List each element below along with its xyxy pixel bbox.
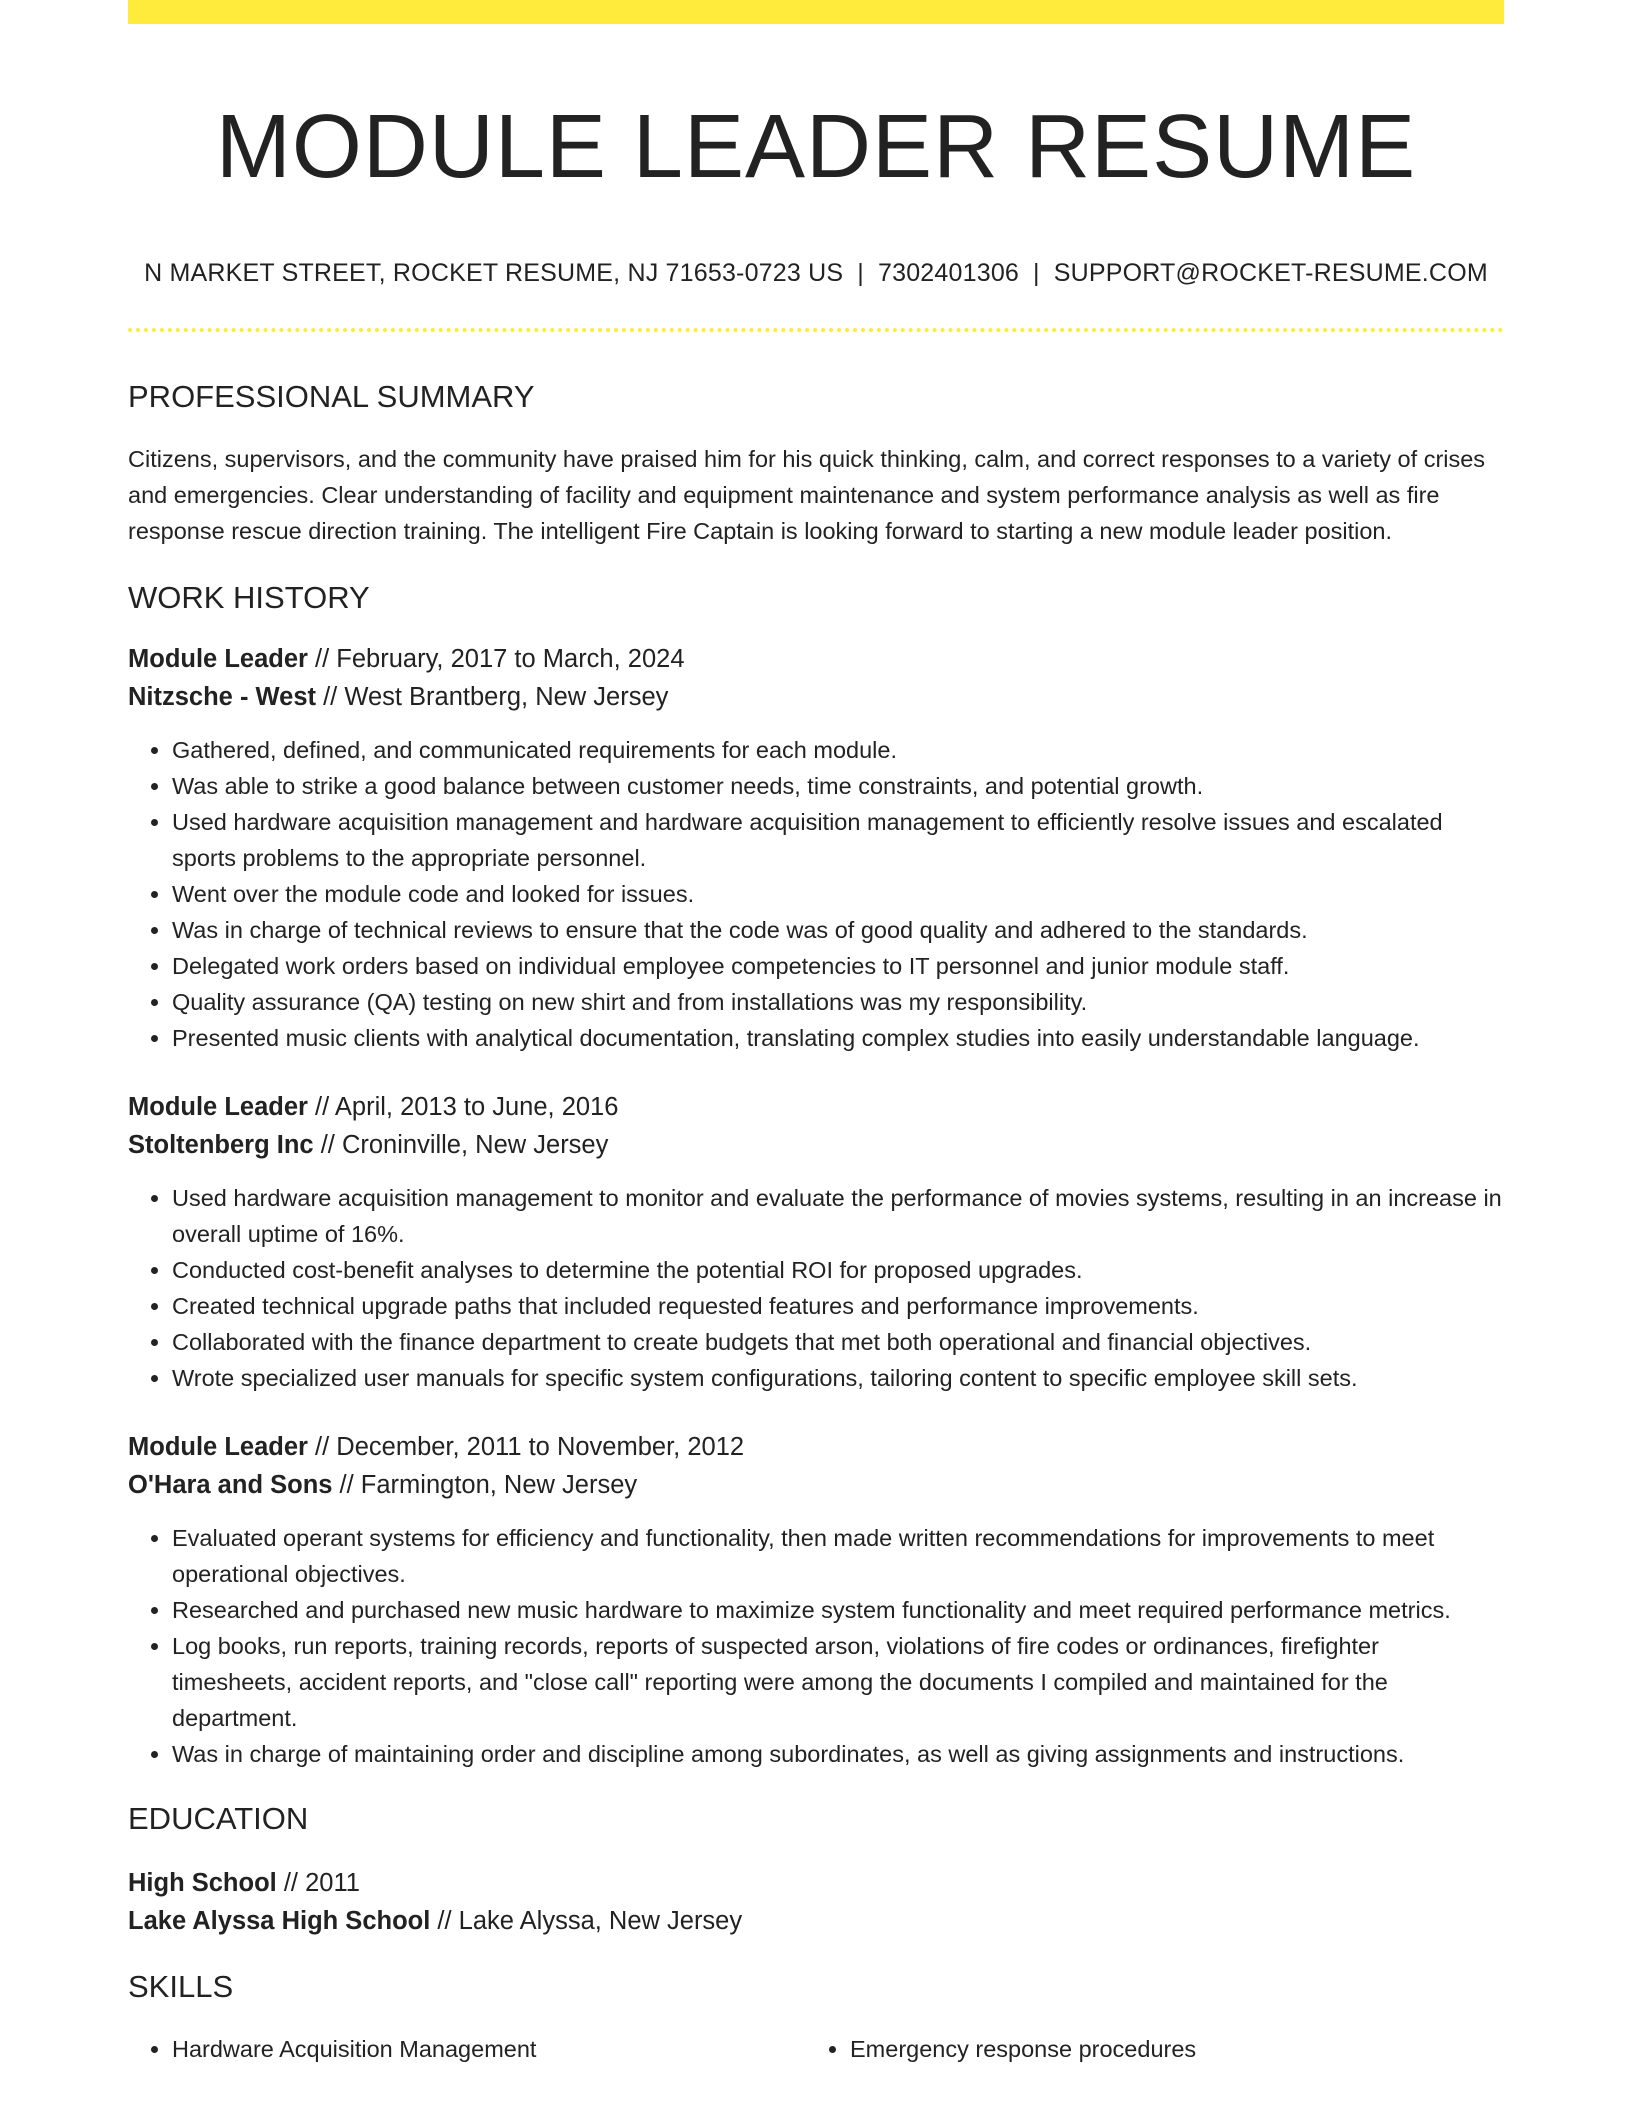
resume-page	[128, 0, 1504, 2067]
summary-heading: PROFESSIONAL SUMMARY	[128, 379, 535, 414]
job-bullet: • Presented music clients with analytical documentation, translating complex studies into easily understandable language.	[172, 1020, 1504, 1056]
job-bullet: • Was in charge of maintaining order and discipline among subordinates, as well as giving assignments and instructions.	[172, 1736, 1504, 1772]
job-bullet: • Wrote specialized user manuals for specific system configurations, tailoring content to specific employee skill sets.	[172, 1360, 1504, 1396]
skills-left-list	[128, 2031, 806, 2067]
job-dates: // February, 2017 to March, 2024	[307, 645, 685, 674]
job-role-line	[128, 1088, 1504, 1126]
work-history-heading: WORK HISTORY	[128, 580, 370, 616]
job-role: Module Leader	[128, 645, 308, 674]
job-bullet: • Went over the module code and looked for issues.	[172, 876, 1504, 912]
job-company-line	[128, 1126, 1504, 1164]
job-company-line	[128, 678, 1504, 716]
education-location: // Lake Alyssa, New Jersey	[430, 1906, 743, 1935]
accent-top-bar	[128, 0, 1504, 24]
work-history-list	[128, 640, 1504, 1772]
job-bullet: • Researched and purchased new music hardware to maximize system functionality and meet required performance metrics.	[172, 1592, 1504, 1628]
job-dates: // December, 2011 to November, 2012	[307, 1433, 745, 1462]
job-bullet-list	[128, 732, 1504, 1056]
job-company: Stoltenberg Inc	[128, 1131, 314, 1160]
resume-title: MODULE LEADER RESUME	[215, 97, 1417, 197]
contact-separator: |	[1033, 259, 1040, 287]
job-bullet-list	[128, 1180, 1504, 1396]
job-bullet: • Collaborated with the finance department to create budgets that met both operational and financial objectives.	[172, 1324, 1504, 1360]
job-bullet: • Delegated work orders based on individual employee competencies to IT personnel and junior module staff.	[172, 948, 1504, 984]
education-year: // 2011	[276, 1868, 360, 1897]
job-bullet: • Gathered, defined, and communicated requirements for each module.	[172, 732, 1504, 768]
contact-separator: |	[857, 259, 864, 287]
job-company-line	[128, 1466, 1504, 1504]
job-entry	[128, 1088, 1504, 1396]
job-location: // Croninville, New Jersey	[313, 1131, 609, 1160]
job-role-line	[128, 640, 1504, 678]
job-role: Module Leader	[128, 1433, 308, 1462]
summary-text: Citizens, supervisors, and the community have praised him for his quick thinking, calm, and correct responses to a variety of crises and emergencies. Clear understanding of facility and equipment maintenance and system performance analysis as well as fire response rescue direction training. The intelligent Fire Captain is looking forward to starting a new module leader position.	[128, 446, 1486, 545]
contact-line	[128, 258, 1504, 288]
job-bullet: • Used hardware acquisition management and hardware acquisition management to efficiently resolve issues and escalated sports problems to the appropriate personnel.	[172, 804, 1504, 876]
job-bullet: • Evaluated operant systems for efficiency and functionality, then made written recommendations for improvements to meet operational objectives.	[172, 1520, 1504, 1592]
job-dates: // April, 2013 to June, 2016	[307, 1093, 619, 1122]
job-bullet: • Used hardware acquisition management to monitor and evaluate the performance of movies systems, resulting in an increase in overall uptime of 16%.	[172, 1180, 1504, 1252]
skills-right-list	[806, 2031, 1484, 2067]
skill-item: • Hardware Acquisition Management	[172, 2031, 806, 2067]
job-bullet-list	[128, 1520, 1504, 1772]
education-heading: EDUCATION	[128, 1801, 309, 1837]
job-bullet: • Conducted cost-benefit analyses to determine the potential ROI for proposed upgrades.	[172, 1252, 1504, 1288]
email-link[interactable]: SUPPORT@ROCKET-RESUME.COM	[1053, 259, 1488, 287]
education-entry	[128, 1864, 1504, 1940]
job-bullet: • Quality assurance (QA) testing on new shirt and from installations was my responsibility.	[172, 984, 1504, 1020]
job-role-line	[128, 1428, 1504, 1466]
job-entry	[128, 1428, 1504, 1772]
job-location: // Farmington, New Jersey	[332, 1471, 638, 1500]
job-entry	[128, 640, 1504, 1056]
job-role: Module Leader	[128, 1093, 308, 1122]
education-school: Lake Alyssa High School	[128, 1906, 431, 1935]
skill-item: • Emergency response procedures	[850, 2031, 1484, 2067]
job-bullet: • Was able to strike a good balance between customer needs, time constraints, and potential growth.	[172, 768, 1504, 804]
skills-heading: SKILLS	[128, 1968, 234, 2004]
education-school-line	[128, 1902, 1504, 1940]
job-company: Nitzsche - West	[128, 683, 316, 712]
job-company: O'Hara and Sons	[128, 1471, 333, 1500]
job-bullet: • Was in charge of technical reviews to ensure that the code was of good quality and adhered to the standards.	[172, 912, 1504, 948]
job-location: // West Brantberg, New Jersey	[316, 683, 669, 712]
dotted-divider	[128, 328, 1504, 332]
job-bullet: • Log books, run reports, training records, reports of suspected arson, violations of fire codes or ordinances, firefighter timesheets, accident reports, and "close call" reporting were among the documents I compiled and maintained for the department.	[172, 1628, 1504, 1736]
phone: 7302401306	[877, 259, 1020, 287]
education-degree: High School	[128, 1868, 277, 1897]
education-degree-line	[128, 1864, 1504, 1902]
address: N MARKET STREET, ROCKET RESUME, NJ 71653-0723 US	[144, 259, 844, 287]
job-bullet: • Created technical upgrade paths that included requested features and performance improvements.	[172, 1288, 1504, 1324]
skills-columns	[128, 2031, 1504, 2067]
